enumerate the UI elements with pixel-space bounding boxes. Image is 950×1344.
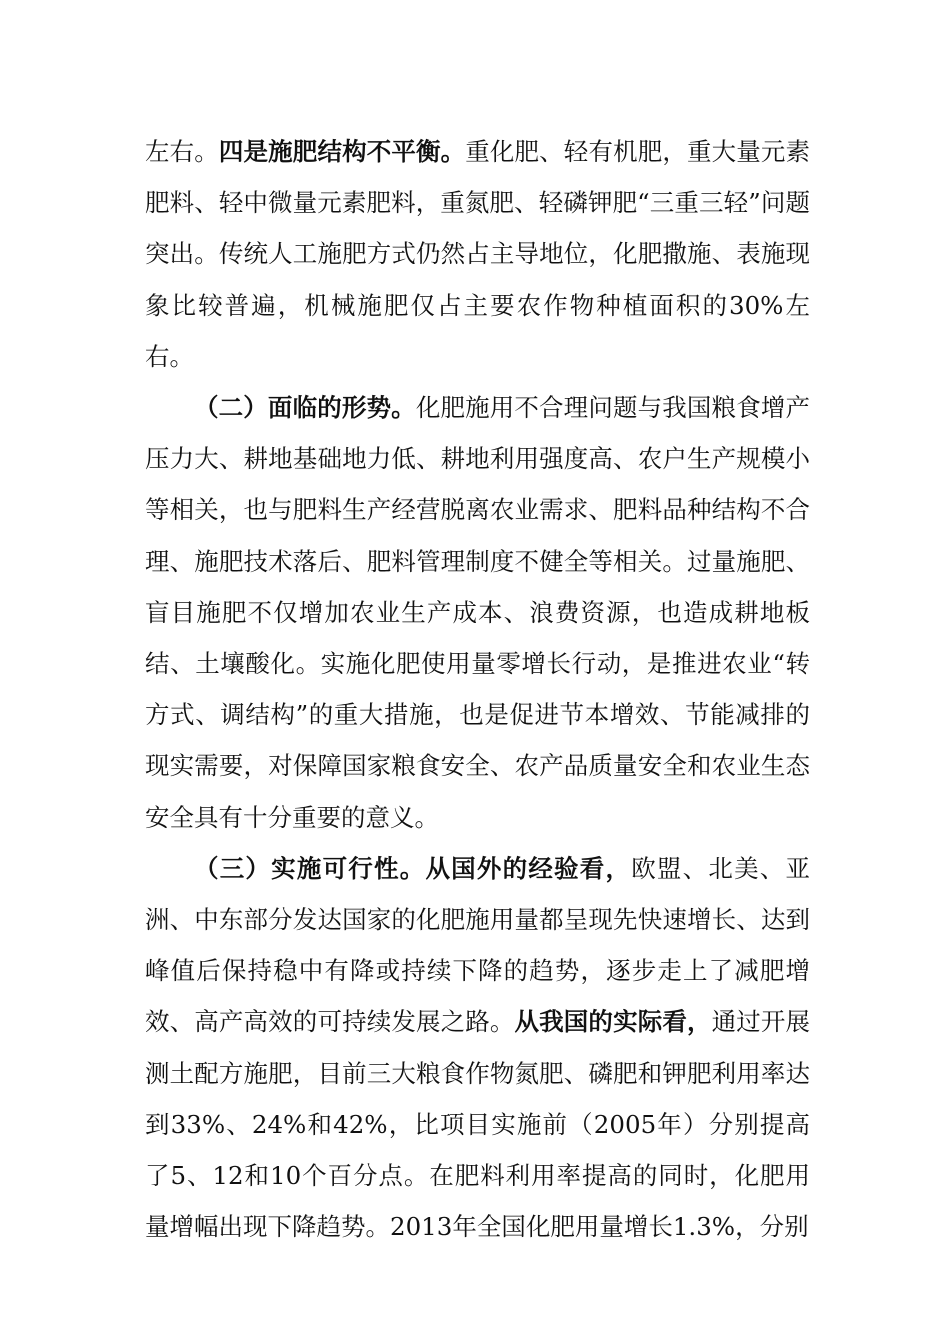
paragraph-fertilization-structure: [145, 126, 810, 382]
section-heading-feasibility: （三）实施可行性。从国外的经验看，: [194, 853, 632, 883]
body-text: [145, 126, 810, 1252]
text-run: 左右。: [145, 137, 219, 166]
paragraph-situation: [145, 382, 810, 843]
text-run: 欧盟、北美、亚洲、中东部分发达国家的化肥施用量都呈现先快速增长、达到峰值后保持稳中有降或持续下降的趋势，逐步走上了减肥增效、高产高效的可持续发展之路。: [145, 853, 811, 1037]
section-heading-situation: （二）面临的形势。: [194, 393, 416, 423]
text-run: 重化肥、轻有机肥，重大量元素肥料、轻中微量元素肥料，重氮肥、轻磷钾肥“三重三轻”问题突出。传统人工施肥方式仍然占主导地位，化肥撒施、表施现象比较普遍，机械施肥仅占主要农作物种植面积的30%左右。: [145, 137, 811, 371]
text-run: 化肥施用不合理问题与我国粮食增产压力大、耕地基础地力低、耕地利用强度高、农户生产规模小等相关，也与肥料生产经营脱离农业需求、肥料品种结构不合理、施肥技术落后、肥料管理制度不健全等相关。过量施肥、盲目施肥不仅增加农业生产成本、浪费资源，也造成耕地板结、土壤酸化。实施化肥使用量零增长行动，是推进农业“转方式、调结构”的重大措施，也是促进节本增效、节能减排的现实需要，对保障国家粮食安全、农产品质量安全和农业生态安全具有十分重要的意义。: [145, 393, 810, 832]
bold-heading-run: 从我国的实际看，: [514, 1007, 712, 1037]
bold-heading-run: 四是施肥结构不平衡。: [218, 137, 466, 166]
text-run: 通过开展测土配方施肥，目前三大粮食作物氮肥、磷肥和钾肥利用率达到33%、24%和42%，比项目实施前（2005年）分别提高了5、12和10个百分点。在肥料利用率提高的同时，化肥用量增幅出现下降趋势。2013年全国化肥用量增长1.3%，分别: [145, 1007, 811, 1242]
paragraph-feasibility: [145, 843, 810, 1253]
